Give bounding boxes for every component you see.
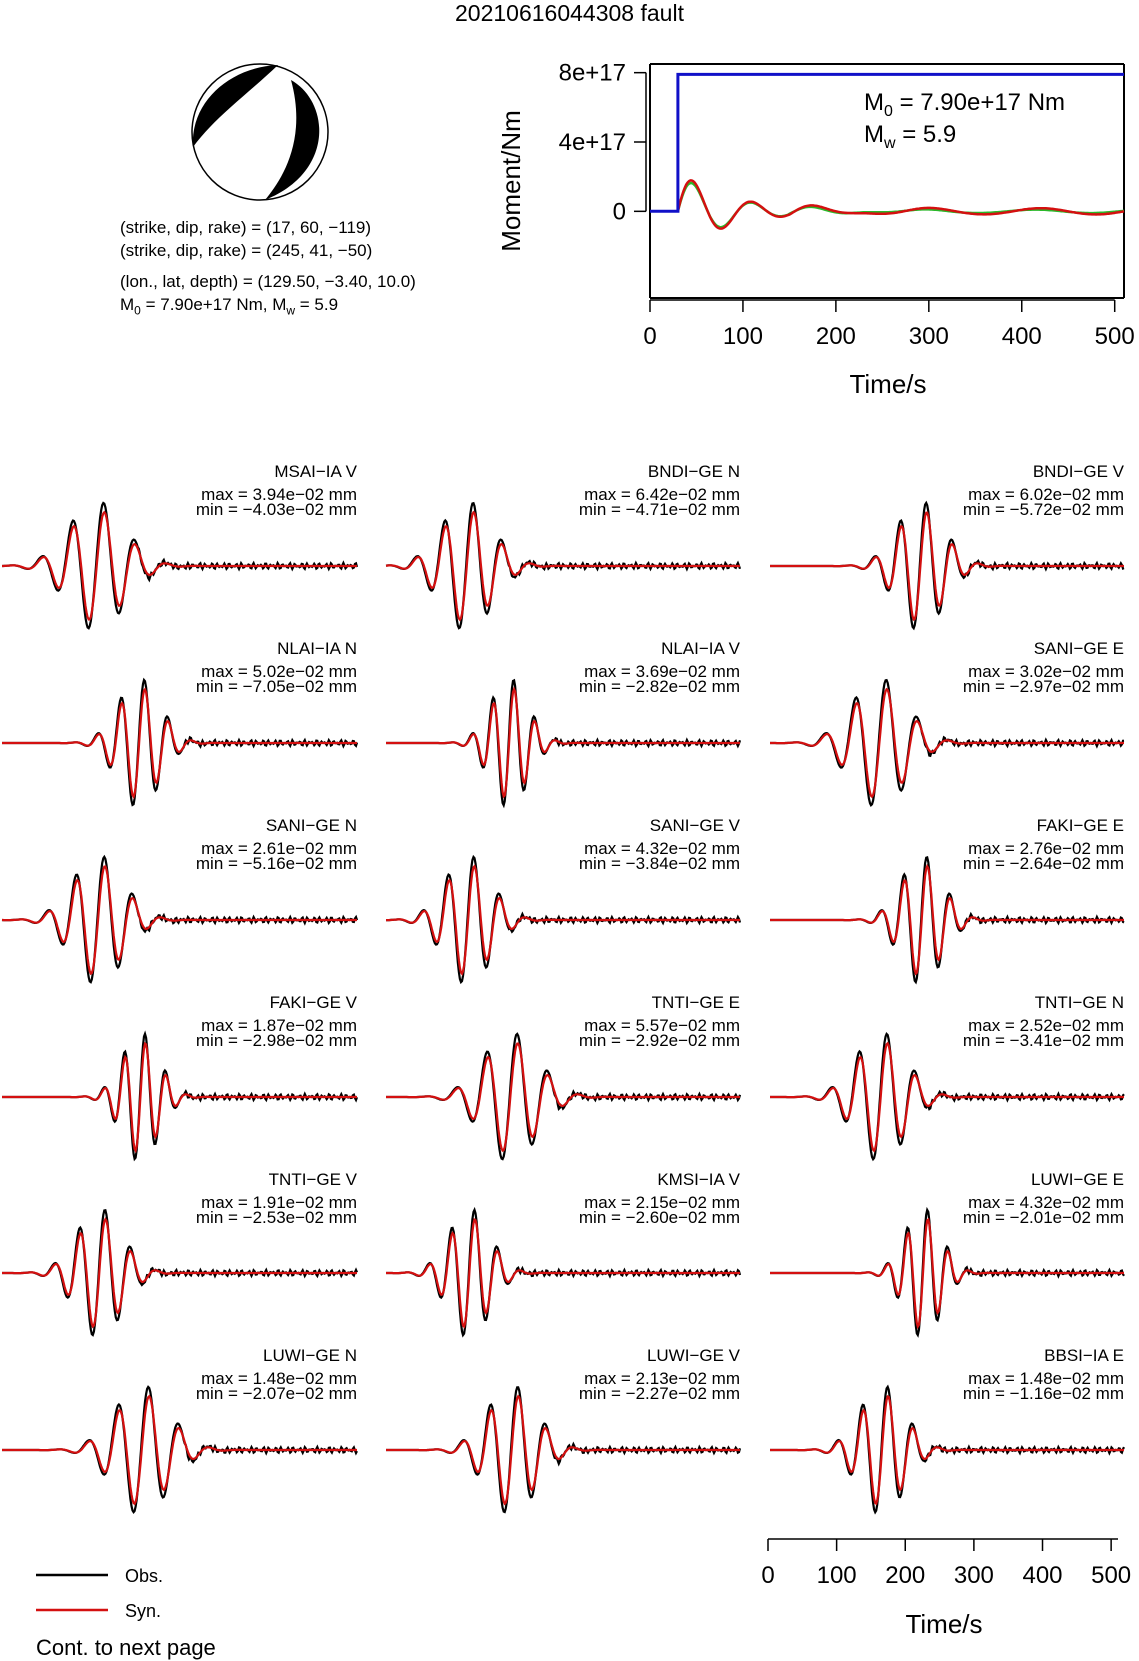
moment-x-tick-label: 300 — [908, 323, 949, 350]
min-amplitude-label: min = −2.60e−02 mm — [578, 1208, 740, 1227]
synthetic-trace — [770, 689, 1124, 796]
page-title: 20210616044308 fault — [455, 0, 684, 26]
synthetic-trace — [386, 689, 740, 796]
waveform-panel — [2, 993, 358, 1159]
focal-plane-2-label: (strike, dip, rake) = (245, 41, −50) — [120, 241, 373, 260]
moment-x-tick-label: 500 — [1094, 323, 1135, 350]
max-amplitude-label: max = 3.69e−02 mm — [584, 662, 740, 681]
wave-x-tick-label: 0 — [761, 1562, 775, 1589]
min-amplitude-label: min = −2.82e−02 mm — [578, 677, 740, 696]
waveform-panel — [770, 1346, 1124, 1512]
station-label: BBSI−IA E — [1044, 1346, 1124, 1365]
max-amplitude-label: max = 2.52e−02 mm — [968, 1016, 1124, 1035]
station-label: BNDI−GE N — [647, 462, 740, 481]
continued-note: Cont. to next page — [36, 1635, 216, 1660]
station-label: BNDI−GE V — [1032, 462, 1124, 481]
waveform-panel — [386, 462, 740, 628]
location-label: (lon., lat, depth) = (129.50, −3.40, 10.0) — [120, 272, 416, 291]
min-amplitude-label: min = −2.01e−02 mm — [962, 1208, 1124, 1227]
synthetic-trace — [2, 867, 357, 974]
waveform-time-axis — [761, 1539, 1131, 1639]
max-amplitude-label: max = 1.48e−02 mm — [201, 1369, 357, 1388]
station-label: SANI−GE E — [1033, 639, 1124, 658]
synthetic-trace — [770, 1397, 1124, 1504]
waveform-panel — [386, 1170, 741, 1335]
station-label: FAKI−GE V — [269, 993, 357, 1012]
min-amplitude-label: min = −5.72e−02 mm — [962, 500, 1124, 519]
station-label: LUWI−GE E — [1030, 1170, 1124, 1189]
max-amplitude-label: max = 4.32e−02 mm — [968, 1193, 1124, 1212]
min-amplitude-label: min = −3.41e−02 mm — [962, 1031, 1124, 1050]
station-label: SANI−GE V — [649, 816, 740, 835]
moment-magnitude-label: $M_0 = 7.90e+17$ Nm, $M_w = 5.9$ — [120, 295, 339, 318]
synthetic-trace — [386, 512, 740, 619]
synthetic-trace — [770, 866, 1124, 973]
min-amplitude-label: min = −2.64e−02 mm — [962, 854, 1124, 873]
min-amplitude-label: min = −1.16e−02 mm — [962, 1384, 1124, 1403]
min-amplitude-label: min = −5.16e−02 mm — [195, 854, 357, 873]
synthetic-trace — [386, 1220, 740, 1327]
min-amplitude-label: min = −2.98e−02 mm — [195, 1031, 357, 1050]
moment-x-tick-label: 400 — [1001, 323, 1042, 350]
waveform-panel — [386, 993, 740, 1159]
waveform-panel — [770, 462, 1125, 628]
max-amplitude-label: max = 2.76e−02 mm — [968, 839, 1124, 858]
legend-label-syn: Syn. — [125, 1601, 162, 1621]
max-amplitude-label: max = 5.02e−02 mm — [201, 662, 357, 681]
waveform-panel — [386, 639, 741, 805]
moment-x-tick-label: 100 — [722, 323, 763, 350]
wave-x-tick-label: 100 — [816, 1562, 857, 1589]
moment-x-tick-label: 200 — [815, 323, 856, 350]
synthetic-trace — [386, 1044, 740, 1151]
station-label: SANI−GE N — [265, 816, 357, 835]
station-label: LUWI−GE V — [646, 1346, 740, 1365]
moment-y-tick-label: 0 — [612, 198, 626, 226]
moment-y-axis-title: Moment/Nm — [496, 110, 526, 252]
min-amplitude-label: min = −4.03e−02 mm — [195, 500, 357, 519]
waveform-panel — [770, 639, 1124, 805]
station-label: LUWI−GE N — [263, 1346, 357, 1365]
waveform-panel — [2, 1170, 358, 1335]
min-amplitude-label: min = −2.97e−02 mm — [962, 677, 1124, 696]
synthetic-trace — [2, 512, 357, 619]
moment-y-tick-label: 8e+17 — [558, 59, 626, 87]
waveform-panel — [2, 462, 358, 628]
moment-mw-annotation: $M_w = 5.9$ — [864, 121, 957, 152]
min-amplitude-label: min = −4.71e−02 mm — [578, 500, 740, 519]
synthetic-trace — [2, 1044, 357, 1151]
min-amplitude-label: min = −2.53e−02 mm — [195, 1208, 357, 1227]
waveform-panel — [770, 816, 1124, 982]
station-label: MSAI−IA V — [274, 462, 357, 481]
max-amplitude-label: max = 3.02e−02 mm — [968, 662, 1124, 681]
station-label: FAKI−GE E — [1036, 816, 1124, 835]
max-amplitude-label: max = 5.57e−02 mm — [584, 1016, 740, 1035]
synthetic-trace — [386, 866, 740, 973]
min-amplitude-label: min = −2.92e−02 mm — [578, 1031, 740, 1050]
focal-plane-1-label: (strike, dip, rake) = (17, 60, −119) — [120, 218, 372, 237]
wave-x-axis-title: Time/s — [905, 1609, 983, 1639]
max-amplitude-label: max = 2.15e−02 mm — [584, 1193, 740, 1212]
moment-m0-annotation: $M_0 = 7.90e+17$ Nm — [864, 89, 1066, 120]
synthetic-trace — [2, 689, 357, 796]
max-amplitude-label: max = 2.61e−02 mm — [201, 839, 357, 858]
station-label: NLAI−IA V — [661, 639, 740, 658]
wave-x-tick-label: 400 — [1022, 1562, 1063, 1589]
moment-y-tick-label: 4e+17 — [558, 129, 626, 156]
synthetic-trace — [770, 513, 1124, 620]
waveform-panel — [2, 639, 357, 805]
station-label: TNTI−GE E — [651, 993, 740, 1012]
synthetic-trace — [386, 1396, 740, 1503]
max-amplitude-label: max = 6.42e−02 mm — [584, 485, 740, 504]
moment-plot — [496, 60, 1135, 399]
max-amplitude-label: max = 6.02e−02 mm — [968, 485, 1124, 504]
min-amplitude-label: min = −2.27e−02 mm — [578, 1384, 740, 1403]
min-amplitude-label: min = −7.05e−02 mm — [195, 677, 357, 696]
station-label: KMSI−IA V — [657, 1170, 740, 1189]
max-amplitude-label: max = 1.48e−02 mm — [968, 1369, 1124, 1388]
moment-rate-red — [650, 180, 1124, 228]
max-amplitude-label: max = 4.32e−02 mm — [584, 839, 740, 858]
legend — [36, 1566, 216, 1660]
station-label: NLAI−IA N — [277, 639, 357, 658]
waveform-panel — [386, 1346, 741, 1512]
max-amplitude-label: max = 2.13e−02 mm — [584, 1369, 740, 1388]
station-label: TNTI−GE N — [1034, 993, 1124, 1012]
waveform-panel — [770, 1170, 1124, 1335]
moment-rate-green — [650, 183, 1124, 227]
synthetic-trace — [2, 1396, 357, 1503]
legend-label-obs: Obs. — [125, 1566, 164, 1586]
waveform-panel — [2, 1346, 357, 1512]
waveform-panel — [770, 993, 1124, 1159]
min-amplitude-label: min = −2.07e−02 mm — [195, 1384, 357, 1403]
waveform-panel — [386, 816, 741, 982]
station-label: TNTI−GE V — [268, 1170, 357, 1189]
waveform-panel — [2, 816, 357, 982]
wave-x-tick-label: 300 — [953, 1562, 994, 1589]
max-amplitude-label: max = 1.87e−02 mm — [201, 1016, 357, 1035]
moment-x-tick-label: 0 — [643, 323, 657, 350]
min-amplitude-label: min = −3.84e−02 mm — [578, 854, 740, 873]
waveform-panels — [2, 462, 1125, 1512]
synthetic-trace — [770, 1220, 1124, 1327]
max-amplitude-label: max = 1.91e−02 mm — [201, 1193, 357, 1212]
max-amplitude-label: max = 3.94e−02 mm — [201, 485, 357, 504]
wave-x-tick-label: 500 — [1091, 1562, 1132, 1589]
moment-x-axis-title: Time/s — [849, 369, 927, 399]
synthetic-trace — [2, 1219, 357, 1326]
wave-x-tick-label: 200 — [885, 1562, 926, 1589]
